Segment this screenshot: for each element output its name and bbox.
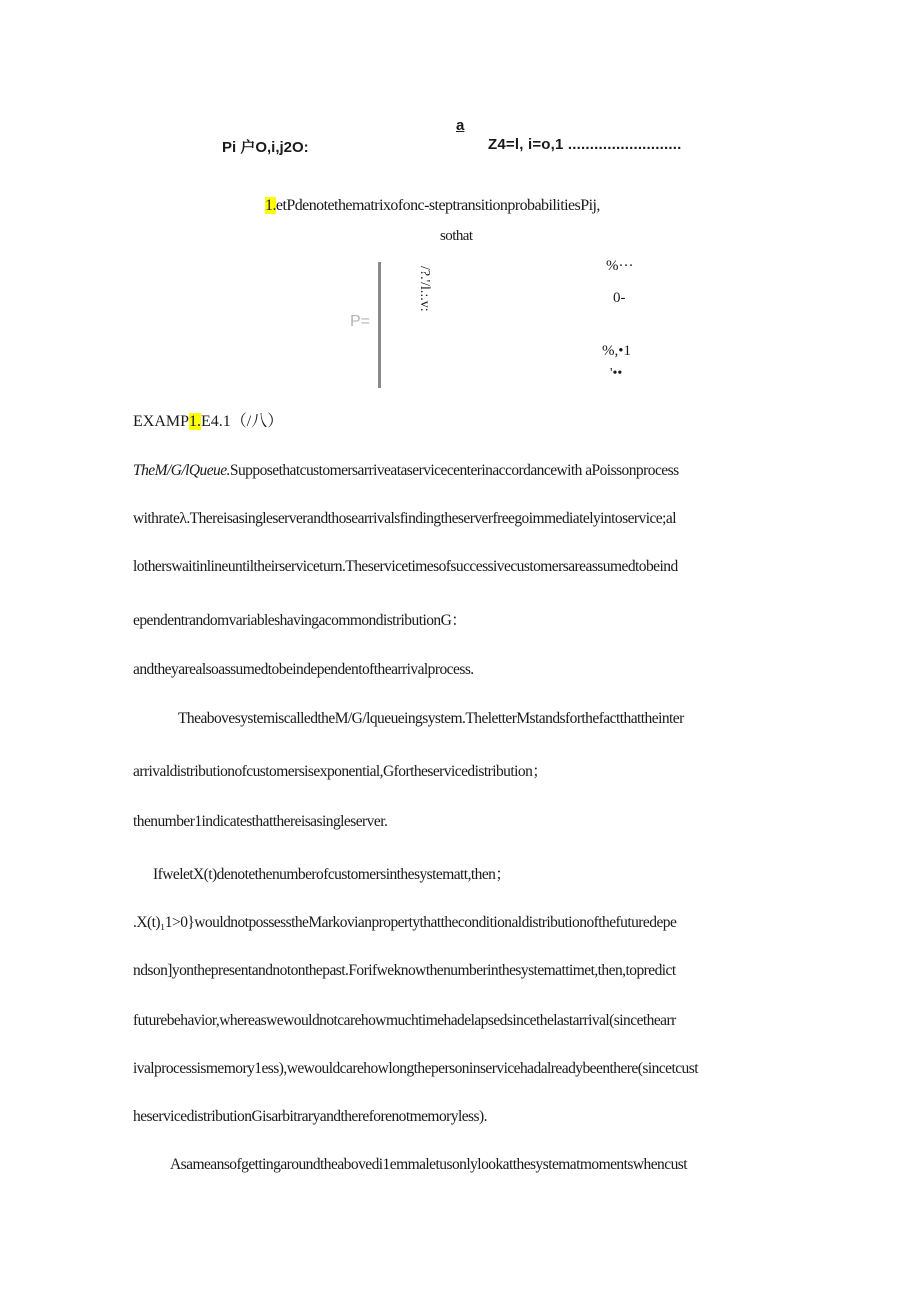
matrix-entry-4: '•• xyxy=(610,366,623,381)
matrix-entry-2: 0- xyxy=(613,290,626,306)
equation-left: Pi 户O,i,j2O: xyxy=(222,139,309,156)
example-heading xyxy=(133,408,283,431)
body-line-5: andtheyarealsoassumedtobeindependentofthearrivalprocess. xyxy=(133,661,474,678)
body-line-2: withrateλ.Thereisasingleserverandthosearrivalsfindingtheserverfreegoimmediatelyintoservice;al xyxy=(133,510,676,527)
so-that-text: sothat xyxy=(440,228,473,244)
example-highlight: 1. xyxy=(189,413,202,430)
intro-text: etPdenotethematrixofonc-steptransitionprobabilitiesPij, xyxy=(275,197,600,214)
intro-line xyxy=(265,197,600,215)
matrix-bracket xyxy=(378,262,381,388)
body-line-1-text: Supposethatcustomersarriveataservicecenterinaccordancewith aPoissonprocess xyxy=(229,462,679,479)
matrix-rotated-column: /?.'/l.:.v: xyxy=(417,266,432,312)
body-line-1-title: TheM/G/lQueue. xyxy=(133,462,230,479)
body-line-12: futurebehavior,whereaswewouldnotcarehowmuchtimehadelapsedsincethelastarrival(sincethearr xyxy=(133,1012,676,1029)
body-line-14: heservicedistributionGisarbitraryandthereforenotmemoryless). xyxy=(133,1108,487,1125)
body-line-7: arrivaldistributionofcustomersisexponential,Gfortheservicedistribution； xyxy=(133,763,548,780)
body-line-3: lotherswaitinlineuntiltheirserviceturn.Theservicetimesofsuccessivecustomersareassumedtobeind xyxy=(133,558,678,575)
body-line-15: Asameansofgettingaroundtheabovedi1emmaletusonlylookatthesystematmomentswhencust xyxy=(170,1156,688,1173)
body-line-1 xyxy=(133,462,679,480)
body-line-9: IfweletX(t)denotethenumberofcustomersinthesystematt,then； xyxy=(153,866,511,883)
example-prefix: EXAMP xyxy=(133,413,190,430)
body-line-10: .X(t)₁1>0}wouldnotpossesstheMarkovianpropertythattheconditionaldistributionofthefuturedepe xyxy=(133,914,677,931)
body-line-4: ependentrandomvariableshavingacommondistributionG： xyxy=(133,612,467,629)
body-line-13: ivalprocessismemory1ess),wewouldcarehowlongthepersoninservicehadalreadybeenthere(sincetcust xyxy=(133,1060,698,1077)
matrix-entry-1: %··· xyxy=(606,258,634,274)
matrix-entry-3: %,•1 xyxy=(602,343,631,359)
equation-right: Z4=l, i=o,1 .......................... xyxy=(488,136,682,153)
intro-number: 1. xyxy=(265,197,276,214)
matrix-label: P= xyxy=(350,313,371,330)
example-suffix: E4.1（/八） xyxy=(201,413,284,430)
equation-superscript: a xyxy=(456,117,465,134)
body-line-6: TheabovesystemiscalledtheM/G/lqueueingsystem.TheletterMstandsforthefactthattheinter xyxy=(178,710,684,727)
body-line-8: thenumber1indicatesthatthereisasingleserver. xyxy=(133,813,388,830)
body-line-11: ndson]yonthepresentandnotonthepast.Forifweknowthenumberinthesystemattimet,then,topredict xyxy=(133,962,676,979)
